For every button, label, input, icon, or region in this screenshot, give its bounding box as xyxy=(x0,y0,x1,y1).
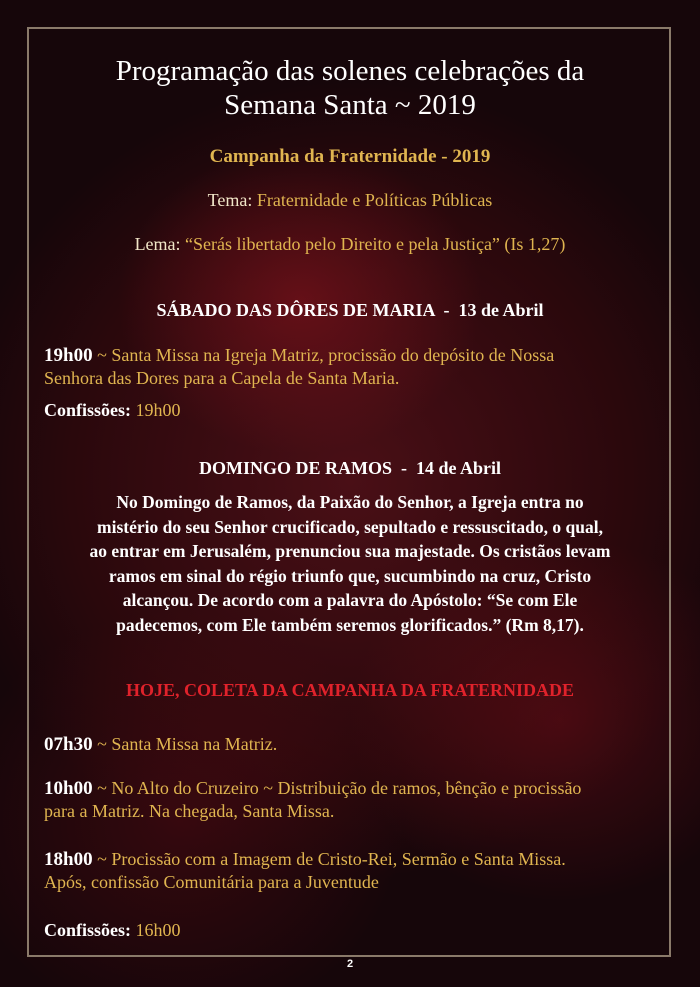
collection-notice: HOJE, COLETA DA CAMPANHA DA FRATERNIDADE xyxy=(125,680,575,700)
lema-value: “Serás libertado pelo Direito e pela Justiça” (Is 1,27) xyxy=(185,234,566,254)
saturday-text-2: Senhora das Dores para a Capela de Santa Maria. xyxy=(44,368,400,388)
page-title xyxy=(30,54,670,122)
saturday-text-1: ~ Santa Missa na Igreja Matriz, procissão do depósito de Nossa xyxy=(92,345,555,365)
sunday-heading: DOMINGO DE RAMOS - 14 de Abril xyxy=(198,458,501,478)
para-line-2: mistério do seu Senhor crucificado, sepultado e ressuscitado, o qual, xyxy=(97,516,603,537)
tema-label: Tema: xyxy=(207,190,253,210)
sunday-confessions xyxy=(44,919,664,941)
lema-line xyxy=(30,234,670,255)
saturday-conf-label: Confissões: xyxy=(44,400,132,420)
event-1000-text-1: ~ No Alto do Cruzeiro ~ Distribuição de ramos, bênção e procissão xyxy=(92,778,582,798)
page-number: 2 xyxy=(346,958,354,970)
event-1000-time: 10h00 xyxy=(44,778,93,799)
event-1800-time: 18h00 xyxy=(44,849,93,870)
event-1800 xyxy=(44,848,664,893)
para-line-1: No Domingo de Ramos, da Paixão do Senhor, a Igreja entra no xyxy=(116,492,584,512)
para-line-5: alcançou. De acordo com a palavra do Apóstolo: “Se com Ele xyxy=(122,590,578,610)
saturday-conf-value: 19h00 xyxy=(131,400,181,420)
para-line-4: ramos em sinal do régio triunfo que, sucumbindo na cruz, Cristo xyxy=(108,565,592,586)
title-line-2: Semana Santa ~ 2019 xyxy=(224,89,476,121)
event-0730-time: 07h30 xyxy=(44,734,93,755)
para-line-6: padecemos, com Ele também seremos glorificados.” (Rm 8,17). xyxy=(116,614,584,635)
campaign-heading: Campanha da Fraternidade - 2019 xyxy=(209,146,491,167)
event-0730-text: ~ Santa Missa na Matriz. xyxy=(92,734,278,754)
saturday-time: 19h00 xyxy=(44,345,93,366)
sunday-paragraph xyxy=(30,490,670,637)
lema-label: Lema: xyxy=(134,234,181,254)
event-1800-text-1: ~ Procissão com a Imagem de Cristo-Rei, Sermão e Santa Missa. xyxy=(92,849,566,869)
para-line-3: ao entrar em Jerusalém, prenunciou sua majestade. Os cristãos levam xyxy=(89,541,611,561)
tema-line xyxy=(30,190,670,211)
sunday-conf-label: Confissões: xyxy=(44,920,132,940)
event-1000-text-2: para a Matriz. Na chegada, Santa Missa. xyxy=(44,801,335,821)
saturday-confessions xyxy=(44,399,664,421)
sunday-conf-value: 16h00 xyxy=(131,920,181,940)
tema-value: Fraternidade e Políticas Públicas xyxy=(256,190,493,210)
event-1000 xyxy=(44,777,664,822)
saturday-event xyxy=(44,344,664,389)
event-1800-text-2: Após, confissão Comunitária para a Juventude xyxy=(44,872,379,892)
event-0730 xyxy=(44,733,664,756)
title-line-1: Programação das solenes celebrações da xyxy=(115,55,585,87)
saturday-heading: SÁBADO DAS DÔRES DE MARIA - 13 de Abril xyxy=(156,300,544,320)
